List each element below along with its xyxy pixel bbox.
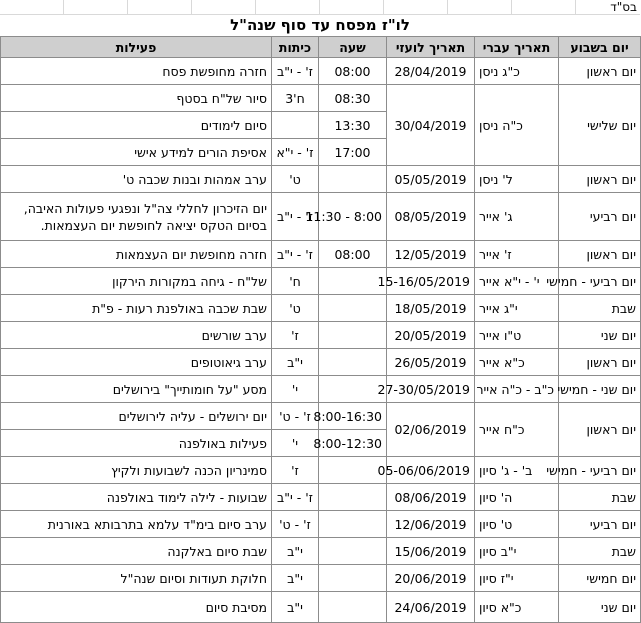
- cell-heb-date[interactable]: ט' סיון: [475, 511, 559, 538]
- table-row: [1, 349, 641, 376]
- cell-day[interactable]: יום שני: [559, 322, 641, 349]
- cell-day[interactable]: יום חמישי: [559, 565, 641, 592]
- cell-date[interactable]: 20/06/2019: [387, 565, 475, 592]
- cell-time[interactable]: [319, 268, 387, 295]
- cell-heb-date[interactable]: כ"ב - כ"ה אייר: [475, 376, 559, 403]
- cell-day[interactable]: יום ראשון: [559, 403, 641, 457]
- cell-heb-date[interactable]: י"ג אייר: [475, 295, 559, 322]
- cell-grades[interactable]: י"ב: [272, 538, 319, 565]
- header-time[interactable]: שעה: [319, 37, 387, 58]
- page-title: לו"ז מפסח עד סוף שנה"ל: [230, 16, 410, 34]
- cell-activity[interactable]: פעילות באולפנה: [1, 430, 272, 457]
- cell-activity[interactable]: שבת שכבה באולפנת רעות - פ"ת: [1, 295, 272, 322]
- cell-time[interactable]: 08:30: [319, 85, 387, 112]
- cell-day[interactable]: שבת: [559, 484, 641, 511]
- table-row: [1, 538, 641, 565]
- cell-grades[interactable]: ז' - ט': [272, 403, 319, 430]
- cell-date[interactable]: 08/05/2019: [387, 193, 475, 241]
- cell-heb-date[interactable]: ג' אייר: [475, 193, 559, 241]
- cell-time[interactable]: [319, 511, 387, 538]
- table-row: [1, 58, 641, 85]
- cell-day[interactable]: יום ראשון: [559, 166, 641, 193]
- cell-grades[interactable]: ז' - י"ב: [272, 484, 319, 511]
- cell-activity[interactable]: חלוקת תעודות וסיום שנה"ל: [1, 565, 272, 592]
- cell-time[interactable]: 8:00-12:30: [319, 430, 387, 457]
- cell-activity[interactable]: יום ירושלים - עליה לירושלים: [1, 403, 272, 430]
- table-row: [1, 484, 641, 511]
- cell-grades[interactable]: ז' - י"ב: [272, 58, 319, 85]
- cell-day[interactable]: יום ראשון: [559, 241, 641, 268]
- cell-time[interactable]: 13:30: [319, 112, 387, 139]
- cell-day[interactable]: יום רביעי - חמישי: [559, 268, 641, 295]
- cell-grades[interactable]: ז' - י"ב: [272, 241, 319, 268]
- cell-activity[interactable]: יום הזיכרון לחללי צה"ל ונפגעי פעולות האיבה, בסיום הטקס יציאה לחופשת יום העצמאות.: [1, 193, 272, 241]
- cell-day[interactable]: יום שני - חמישי: [559, 376, 641, 403]
- cell-heb-date[interactable]: י' - י"א אייר: [475, 268, 559, 295]
- header-activities[interactable]: פעילות: [1, 37, 272, 58]
- header-date[interactable]: תאריך לועזי: [387, 37, 475, 58]
- cell-date[interactable]: 15/06/2019: [387, 538, 475, 565]
- cell-time[interactable]: [319, 565, 387, 592]
- cell-day[interactable]: יום ראשון: [559, 58, 641, 85]
- cell-time[interactable]: [319, 376, 387, 403]
- header-grades[interactable]: כיתות: [272, 37, 319, 58]
- cell-heb-date[interactable]: ט"ו אייר: [475, 322, 559, 349]
- cell-day[interactable]: יום שני: [559, 592, 641, 623]
- cell-date[interactable]: 12/06/2019: [387, 511, 475, 538]
- table-row: [1, 241, 641, 268]
- cell-day[interactable]: יום רביעי: [559, 193, 641, 241]
- cell-heb-date[interactable]: כ"ה ניסן: [475, 85, 559, 166]
- cell-date[interactable]: 27-30/05/2019: [387, 376, 475, 403]
- cell-activity[interactable]: שבועות - לילה לימוד באולפנה: [1, 484, 272, 511]
- cell-heb-date[interactable]: כ"ח אייר: [475, 403, 559, 457]
- cell-grades[interactable]: ז': [272, 457, 319, 484]
- cell-time[interactable]: [319, 592, 387, 623]
- cell-time[interactable]: 8:00 - 11:30: [319, 193, 387, 241]
- header-heb-date[interactable]: תאריך עברי: [475, 37, 559, 58]
- cell-activity[interactable]: ערב שורשים: [1, 322, 272, 349]
- cell-heb-date[interactable]: כ"א סיון: [475, 592, 559, 623]
- cell-date[interactable]: 15-16/05/2019: [387, 268, 475, 295]
- cell-heb-date[interactable]: ל' ניסן: [475, 166, 559, 193]
- cell-date[interactable]: 05-06/06/2019: [387, 457, 475, 484]
- cell-activity[interactable]: חזרה מחופשת פסח: [1, 58, 272, 85]
- cell-activity[interactable]: מסע "על חומותייך" בירושלים: [1, 376, 272, 403]
- cell-grades[interactable]: י': [272, 376, 319, 403]
- cell-grades[interactable]: ט': [272, 166, 319, 193]
- cell-activity[interactable]: ערב גיאוטופים: [1, 349, 272, 376]
- cell-grades[interactable]: ז': [272, 322, 319, 349]
- table-row: [1, 85, 641, 112]
- cell-grades[interactable]: י': [272, 430, 319, 457]
- cell-grades[interactable]: י"ב: [272, 349, 319, 376]
- cell-date[interactable]: 26/05/2019: [387, 349, 475, 376]
- cell-date[interactable]: 12/05/2019: [387, 241, 475, 268]
- cell-activity[interactable]: חזרה מחופשת יום העצמאות: [1, 241, 272, 268]
- cell-heb-date[interactable]: ה' סיון: [475, 484, 559, 511]
- cell-time[interactable]: 08:00: [319, 58, 387, 85]
- table-row: [1, 193, 641, 241]
- cell-day[interactable]: שבת: [559, 538, 641, 565]
- cell-grades[interactable]: י"ב: [272, 565, 319, 592]
- cell-time[interactable]: [319, 166, 387, 193]
- cell-grades[interactable]: י"ב: [272, 592, 319, 623]
- cell-grades[interactable]: ח': [272, 268, 319, 295]
- cell-day[interactable]: שבת: [559, 295, 641, 322]
- cell-day[interactable]: יום שלישי: [559, 85, 641, 166]
- cell-time[interactable]: [319, 349, 387, 376]
- cell-activity[interactable]: אסיפת הורים למידע אישי: [1, 139, 272, 166]
- table-row: [1, 376, 641, 403]
- cell-grades[interactable]: ט': [272, 295, 319, 322]
- cell-grades[interactable]: ח'3: [272, 85, 319, 112]
- table-row: [1, 295, 641, 322]
- cell-grades[interactable]: ז' - י"א: [272, 139, 319, 166]
- table-row: [1, 322, 641, 349]
- table-row: [1, 511, 641, 538]
- table-row: [1, 592, 641, 623]
- cell-activity[interactable]: ערב אמהות ובנות שכבה ט': [1, 166, 272, 193]
- cell-activity[interactable]: סיור של"ח בסטף: [1, 85, 272, 112]
- cell-grades[interactable]: ז' - ט': [272, 511, 319, 538]
- cell-date[interactable]: 05/05/2019: [387, 166, 475, 193]
- cell-time[interactable]: 17:00: [319, 139, 387, 166]
- cell-date[interactable]: 08/06/2019: [387, 484, 475, 511]
- cell-grades[interactable]: [272, 112, 319, 139]
- cell-day[interactable]: יום ראשון: [559, 349, 641, 376]
- cell-date[interactable]: 24/06/2019: [387, 592, 475, 623]
- cell-time[interactable]: [319, 295, 387, 322]
- cell-time[interactable]: [319, 484, 387, 511]
- table-row: [1, 403, 641, 430]
- table-header-row: [1, 37, 641, 58]
- cell-time[interactable]: [319, 457, 387, 484]
- cell-date[interactable]: 30/04/2019: [387, 85, 475, 166]
- cell-time[interactable]: 8:00-16:30: [319, 403, 387, 430]
- cell-date[interactable]: 28/04/2019: [387, 58, 475, 85]
- cell-time[interactable]: [319, 538, 387, 565]
- cell-grades[interactable]: ז' - י"ב: [272, 193, 319, 241]
- cell-heb-date[interactable]: י"ב סיון: [475, 538, 559, 565]
- top-grid-row: [0, 0, 640, 15]
- cell-heb-date[interactable]: כ"ג ניסן: [475, 58, 559, 85]
- cell-date[interactable]: 18/05/2019: [387, 295, 475, 322]
- cell-activity[interactable]: של"ח - גיחה במקורות הירקון: [1, 268, 272, 295]
- table-row: [1, 166, 641, 193]
- table-row: [1, 457, 641, 484]
- cell-day[interactable]: יום רביעי: [559, 511, 641, 538]
- cell-time[interactable]: 08:00: [319, 241, 387, 268]
- cell-heb-date[interactable]: י"ז סיון: [475, 565, 559, 592]
- cell-date[interactable]: 02/06/2019: [387, 403, 475, 457]
- cell-heb-date[interactable]: כ"א אייר: [475, 349, 559, 376]
- schedule-table: [0, 36, 641, 623]
- corner-label: בס"ד: [610, 0, 637, 14]
- table-row: [1, 565, 641, 592]
- table-row: [1, 268, 641, 295]
- cell-activity[interactable]: מסיבת סיום: [1, 592, 272, 623]
- cell-activity[interactable]: שבת סיום באלקנה: [1, 538, 272, 565]
- header-day[interactable]: יום בשבוע: [559, 37, 641, 58]
- cell-activity[interactable]: ערב סיום בימ"ד עלמא בתרבותא באורנית: [1, 511, 272, 538]
- cell-activity[interactable]: סמינריון הכנה לשבועות ולקיץ: [1, 457, 272, 484]
- cell-activity[interactable]: סיום לימודים: [1, 112, 272, 139]
- cell-time[interactable]: [319, 322, 387, 349]
- cell-day[interactable]: יום רביעי - חמישי: [559, 457, 641, 484]
- cell-heb-date[interactable]: ב' - ג' סיון: [475, 457, 559, 484]
- cell-heb-date[interactable]: ז' אייר: [475, 241, 559, 268]
- cell-date[interactable]: 20/05/2019: [387, 322, 475, 349]
